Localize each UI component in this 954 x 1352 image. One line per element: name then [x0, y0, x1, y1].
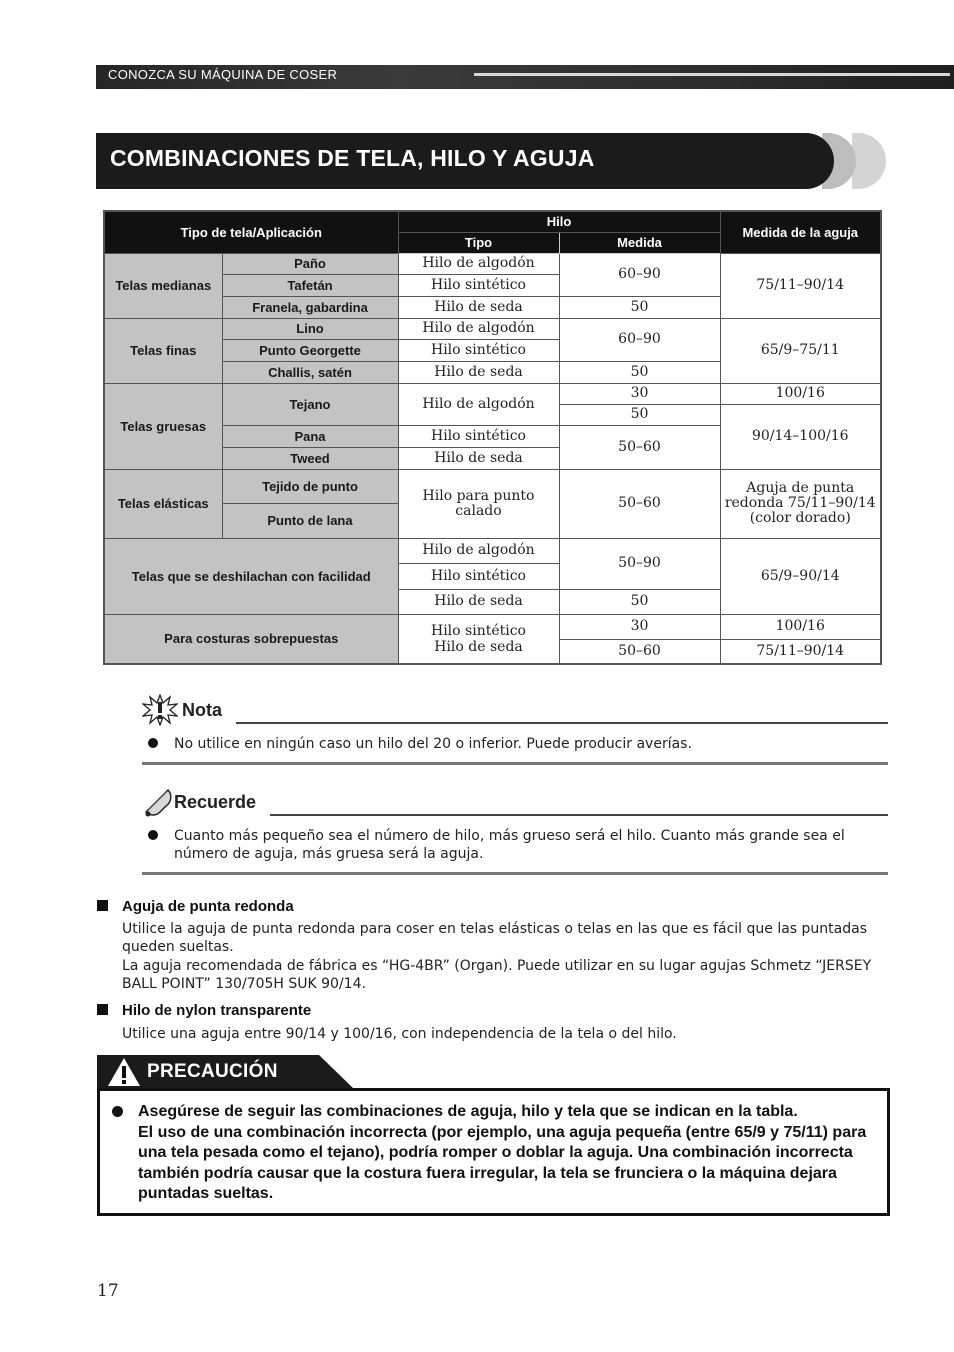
needle-cell: Aguja de punta redonda 75/11–90/14 (color dorado) [720, 469, 881, 538]
caution-label: PRECAUCIÓN [147, 1061, 278, 1082]
caution-line-2: El uso de una combinación incorrecta (por ejemplo, una aguja pequeña (entre 65/9 y 75/11) para una tela pesada como el tejano), podría romper o doblar la aguja. Una combinación incorrecta también podría causar que la costura fuera irregular, la tela se frunciera o la máquina dejara puntadas sueltas. [138, 1123, 867, 1202]
chapter-title: CONOZCA SU MÁQUINA DE COSER [108, 67, 338, 82]
needle-cell: 75/11–90/14 [720, 639, 881, 664]
memo-text: Cuanto más pequeño sea el número de hilo, más grueso será el hilo. Cuanto más grande sea el número de aguja, más gruesa será la aguja. [174, 828, 845, 862]
ballpoint-heading [97, 898, 294, 915]
header-thread: Hilo [398, 211, 720, 232]
thread-type-cell: Hilo de algodón [398, 383, 559, 425]
nylon-heading-text: Hilo de nylon transparente [122, 1002, 312, 1019]
needle-cell: 100/16 [720, 383, 881, 404]
thread-size-cell: 50–60 [559, 639, 720, 664]
group-stretch: Telas elásticas [104, 469, 222, 538]
thread-size-cell: 50–60 [559, 425, 720, 469]
note-label: Nota [182, 700, 222, 720]
thread-type-cell: Hilo sintético [398, 425, 559, 447]
thread-size-cell: 50–60 [559, 469, 720, 538]
fabric-cell: Lino [222, 318, 398, 339]
ballpoint-paragraph-2: La aguja recomendada de fábrica es “HG-4BR” (Organ). Puede utilizar en su lugar agujas Schmetz “JERSEY BALL POINT” 130/705H SUK 90/14. [122, 958, 872, 992]
bullet-icon [148, 738, 158, 748]
group-heavy: Telas gruesas [104, 383, 222, 469]
thread-type-cell: Hilo para punto calado [398, 469, 559, 538]
fabric-cell: Punto de lana [222, 503, 398, 538]
note-header [142, 694, 888, 724]
memo-header [142, 786, 888, 816]
thread-type-cell: Hilo de seda [398, 296, 559, 318]
needle-cell: 100/16 [720, 614, 881, 639]
fabric-cell: Tweed [222, 447, 398, 469]
ballpoint-heading-text: Aguja de punta redonda [122, 898, 294, 915]
nylon-heading [97, 1002, 311, 1019]
note-burst-icon [142, 694, 178, 726]
square-bullet-icon [97, 1004, 108, 1015]
thread-size-cell: 50–90 [559, 538, 720, 589]
chapter-header [96, 65, 954, 89]
thread-size-cell: 30 [559, 383, 720, 404]
nylon-paragraph: Utilice una aguja entre 90/14 y 100/16, con independencia de la tela o del hilo. [122, 1026, 677, 1042]
thread-type-cell: Hilo de seda [398, 361, 559, 383]
combination-table [103, 210, 882, 665]
fabric-cell: Challis, satén [222, 361, 398, 383]
memo-item [148, 827, 878, 863]
thread-type-cell: Hilo sintético [398, 339, 559, 361]
fabric-cell: Franela, gabardina [222, 296, 398, 318]
thread-type-cell: Hilo de algodón [398, 253, 559, 274]
group-topstitching: Para costuras sobrepuestas [104, 614, 398, 664]
fabric-cell: Tejido de punto [222, 469, 398, 503]
needle-cell: 75/11–90/14 [720, 253, 881, 318]
section-title-bar [96, 133, 834, 189]
thread-type-cell: Hilo sintético [398, 274, 559, 296]
title-decoration-arc [852, 133, 886, 189]
caution-line-1: Asegúrese de seguir las combinaciones de aguja, hilo y tela que se indican en la tabla. [138, 1103, 798, 1120]
caution-text [138, 1102, 883, 1205]
group-fraying: Telas que se deshilachan con facilidad [104, 538, 398, 614]
header-thread-type: Tipo [398, 232, 559, 253]
header-thread-size: Medida [559, 232, 720, 253]
caution-header [97, 1055, 353, 1088]
group-fine: Telas finas [104, 318, 222, 383]
ballpoint-paragraph-1: Utilice la aguja de punta redonda para coser en telas elásticas o telas en las que es fácil que las puntadas queden sueltas. [122, 921, 867, 955]
section-title: COMBINACIONES DE TELA, HILO Y AGUJA [110, 145, 595, 171]
thread-size-cell: 50 [559, 361, 720, 383]
needle-cell: 65/9–90/14 [720, 538, 881, 614]
note-header-rule [236, 722, 888, 724]
note-item [148, 735, 878, 753]
thread-size-cell: 60–90 [559, 253, 720, 296]
thread-type-cell: Hilo sintético [398, 563, 559, 589]
memo-label: Recuerde [174, 792, 257, 812]
thread-type-cell: Hilo de seda [398, 447, 559, 469]
memo-footer-rule [142, 872, 888, 875]
needle-cell: 65/9–75/11 [720, 318, 881, 383]
thread-size-cell: 50 [559, 589, 720, 614]
note-footer-rule [142, 762, 888, 765]
header-needle: Medida de la aguja [720, 211, 881, 253]
needle-cell: 90/14–100/16 [720, 404, 881, 469]
thread-size-cell: 50 [559, 296, 720, 318]
header-rule [474, 73, 950, 76]
square-bullet-icon [97, 900, 108, 911]
warning-icon [107, 1057, 141, 1087]
memo-header-rule [270, 814, 888, 816]
fabric-cell: Punto Georgette [222, 339, 398, 361]
group-medium: Telas medianas [104, 253, 222, 318]
header-fabric: Tipo de tela/Aplicación [104, 211, 398, 253]
thread-type-cell: Hilo de seda [398, 589, 559, 614]
bullet-icon [148, 830, 158, 840]
thread-size-cell: 50 [559, 404, 720, 425]
fabric-cell: Tafetán [222, 274, 398, 296]
bullet-icon [112, 1106, 123, 1117]
fabric-cell: Tejano [222, 383, 398, 425]
fabric-cell: Pana [222, 425, 398, 447]
thread-type-cell: Hilo sintético Hilo de seda [398, 614, 559, 664]
bell-icon [142, 786, 174, 818]
thread-size-cell: 30 [559, 614, 720, 639]
note-text: No utilice en ningún caso un hilo del 20 o inferior. Puede producir averías. [174, 736, 692, 752]
page-number: 17 [97, 1281, 119, 1301]
fabric-cell: Paño [222, 253, 398, 274]
thread-type-cell: Hilo de algodón [398, 538, 559, 563]
thread-type-cell: Hilo de algodón [398, 318, 559, 339]
thread-size-cell: 60–90 [559, 318, 720, 361]
